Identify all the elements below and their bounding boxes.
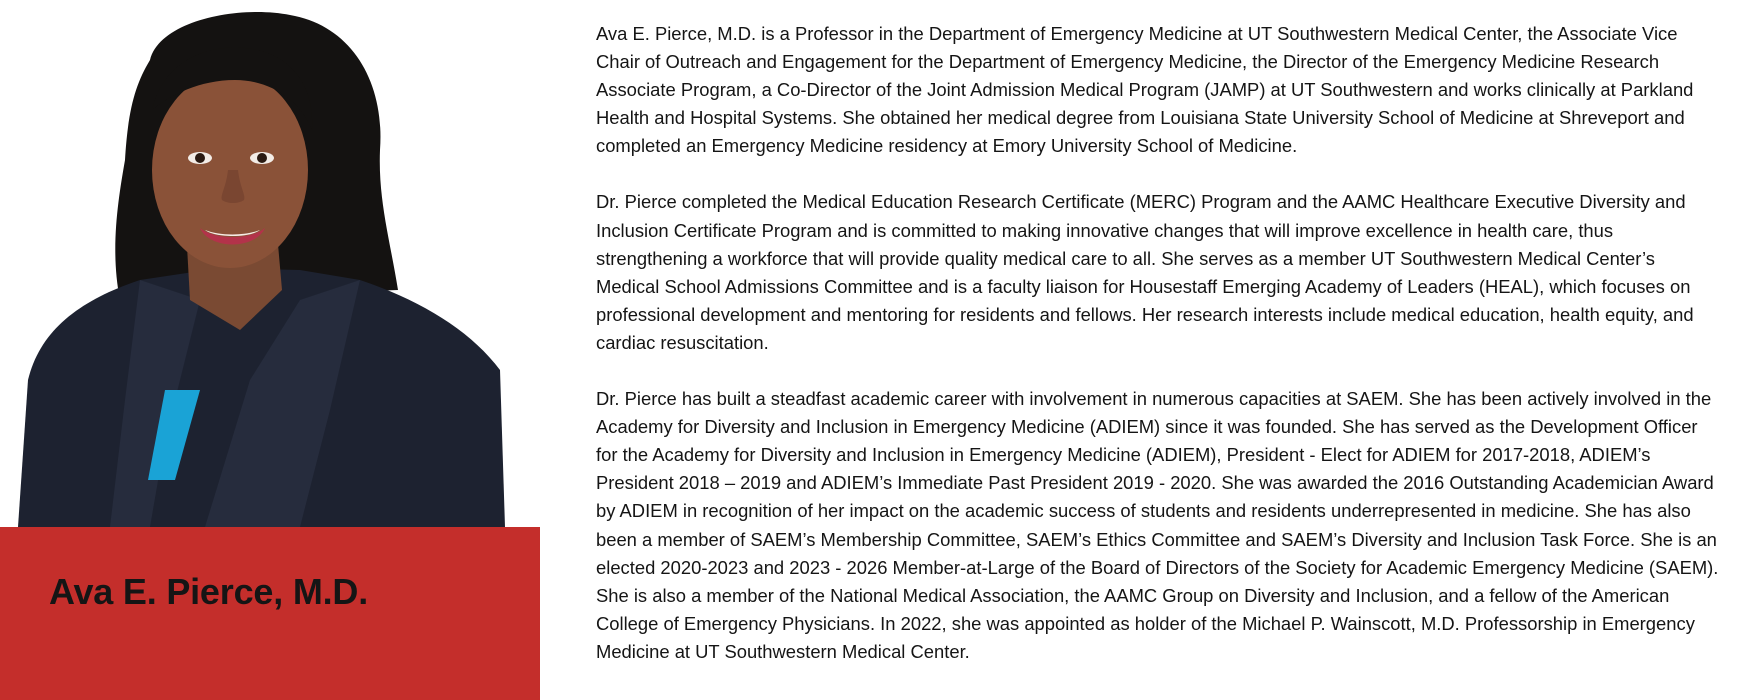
bio-paragraph: Ava E. Pierce, M.D. is a Professor in the Department of Emergency Medicine at UT Southwestern Medical Center, the Associate Vice Chair of Outreach and Engagement for the Department of Emergency Medicine, the Director of the Emergency Medicine Research Associate Program, a Co-Director of the Joint Admission Medical Program (JAMP) at UT Southwestern and works clinically at Parkland Health and Hospital Systems. She obtained her medical degree from Louisiana State University School of Medicine at Shreveport and completed an Emergency Medicine residency at Emory University School of Medicine. (596, 23, 1694, 157)
bio-paragraph: Dr. Pierce has built a steadfast academic career with involvement in numerous capacities at SAEM. She has been actively involved in the Academy for Diversity and Inclusion in Emergency Medicine (ADIEM) since it was founded. She has served as the Development Officer for the Academy for Diversity and Inclusion in Emergency Medicine (ADIEM), President - Elect for ADIEM for 2017-2018, ADIEM’s President 2018 – 2019 and ADIEM’s Immediate Past President 2019 - 2020. She was awarded the 2016 Outstanding Academician Award by ADIEM in recognition of her impact on the academic success of students and residents underrepresented in medicine. She has also been a member of SAEM’s Membership Committee, SAEM’s Ethics Committee and SAEM’s Diversity and Inclusion Task Force. She is an elected 2020-2023 and 2023 - 2026 Member-at-Large of the Board of Directors of the Society for Academic Emergency Medicine (SAEM). She is also a member of the National Medical Association, the AAMC Group on Diversity and Inclusion, and a fellow of the American College of Emergency Physicians. In 2022, she was appointed as holder of the Michael P. Wainscott, M.D. Professorship in Emergency Medicine at UT Southwestern Medical Center. (596, 388, 1719, 662)
person-name: Ava E. Pierce, M.D. (49, 571, 369, 612)
portrait-photo (0, 0, 540, 527)
bio-paragraph: Dr. Pierce completed the Medical Education Research Certificate (MERC) Program and the AAMC Healthcare Executive Diversity and Inclusion Certificate Program and is committed to making innovative changes that will improve excellence in health care, thus strengthening a workforce that will provide quality medical care to all. She serves as a member UT Southwestern Medical Center’s Medical School Admissions Committee and is a faculty liaison for Housestaff Emerging Academy of Leaders (HEAL), which focuses on professional development and mentoring for residents and fellows. Her research interests include medical education, health equity, and cardiac resuscitation. (596, 191, 1694, 353)
name-banner (0, 527, 540, 700)
portrait-icon (0, 0, 540, 527)
biography (596, 20, 1721, 694)
